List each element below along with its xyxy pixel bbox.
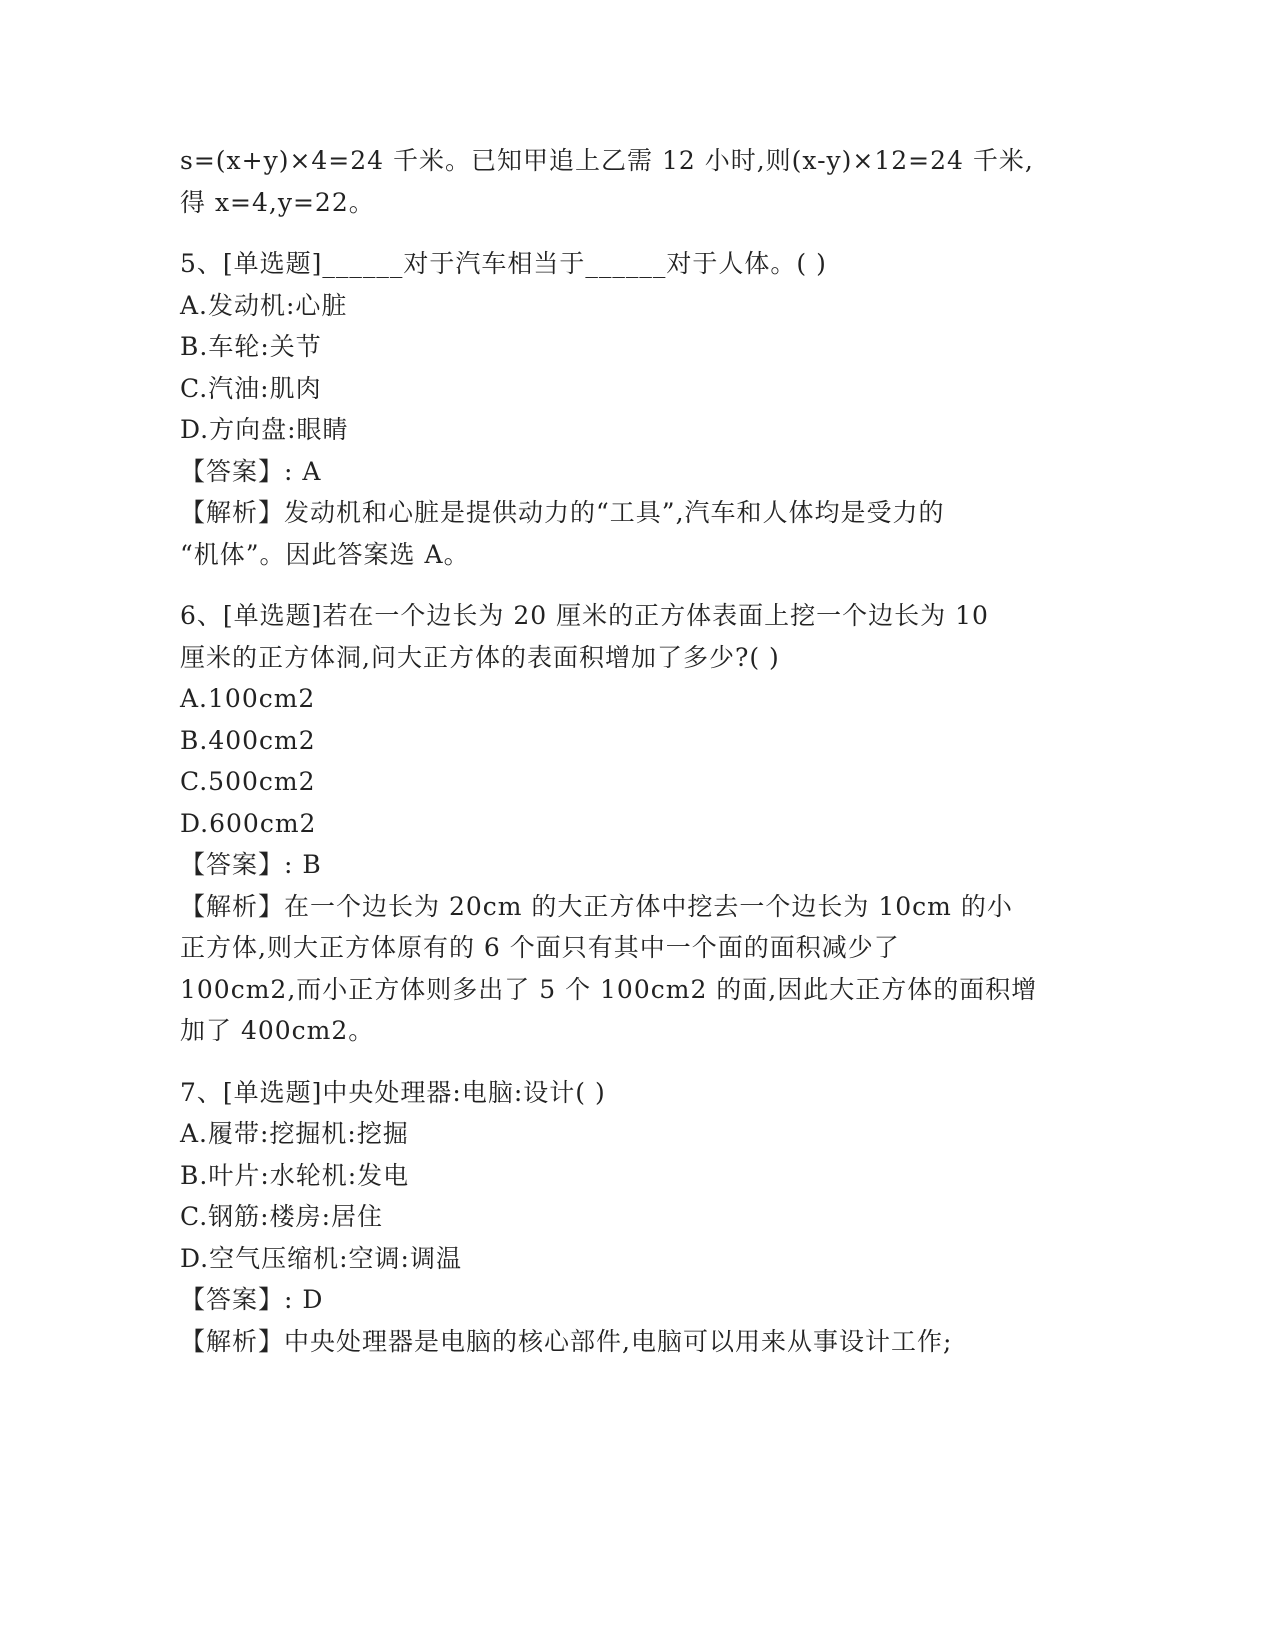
question-stem: 厘米的正方体洞,问大正方体的表面积增加了多少?( ) (180, 642, 780, 672)
option-a: A.履带:挖掘机:挖掘 (180, 1119, 409, 1148)
option-b: B.叶片:水轮机:发电 (180, 1160, 410, 1190)
intro-line: 得 x=4,y=22。 (180, 187, 375, 217)
option-a: A.100cm2 (180, 684, 316, 713)
option-b: B.400cm2 (180, 725, 316, 755)
analysis-line: 正方体,则大正方体原有的 6 个面只有其中一个面的面积减少了 (180, 933, 900, 962)
question-5 (180, 243, 1040, 575)
analysis-line: 100cm2,而小正方体则多出了 5 个 100cm2 的面,因此大正方体的面积增 (180, 974, 1038, 1004)
question-6 (180, 595, 1040, 1052)
answer-line: 【答案】: D (180, 1285, 324, 1314)
analysis-line: 【解析】中央处理器是电脑的核心部件,电脑可以用来从事设计工作; (180, 1326, 953, 1356)
intro-block (180, 140, 1040, 223)
analysis-line: “机体”。因此答案选 A。 (180, 539, 470, 569)
intro-line: s=(x+y)×4=24 千米。已知甲追上乙需 12 小时,则(x-y)×12=24 千米, (180, 146, 1034, 175)
document-page (180, 140, 1040, 1362)
analysis-line: 【解析】在一个边长为 20cm 的大正方体中挖去一个边长为 10cm 的小 (180, 891, 1013, 921)
question-stem: 7、[单选题]中央处理器:电脑:设计( ) (180, 1077, 606, 1107)
option-c: C.钢筋:楼房:居住 (180, 1202, 384, 1231)
option-d: D.600cm2 (180, 808, 317, 838)
option-d: D.空气压缩机:空调:调温 (180, 1243, 462, 1273)
option-b: B.车轮:关节 (180, 332, 322, 361)
option-c: C.汽油:肌肉 (180, 373, 322, 403)
analysis-line: 加了 400cm2。 (180, 1016, 375, 1045)
option-d: D.方向盘:眼睛 (180, 415, 349, 444)
option-a: A.发动机:心脏 (180, 290, 348, 320)
option-c: C.500cm2 (180, 767, 316, 796)
analysis-line: 【解析】发动机和心脏是提供动力的“工具”,汽车和人体均是受力的 (180, 498, 945, 527)
answer-line: 【答案】: B (180, 850, 322, 879)
answer-line: 【答案】: A (180, 456, 322, 486)
question-stem: 5、[单选题]______对于汽车相当于______对于人体。( ) (180, 249, 827, 278)
question-stem: 6、[单选题]若在一个边长为 20 厘米的正方体表面上挖一个边长为 10 (180, 601, 989, 630)
question-7 (180, 1072, 1040, 1363)
